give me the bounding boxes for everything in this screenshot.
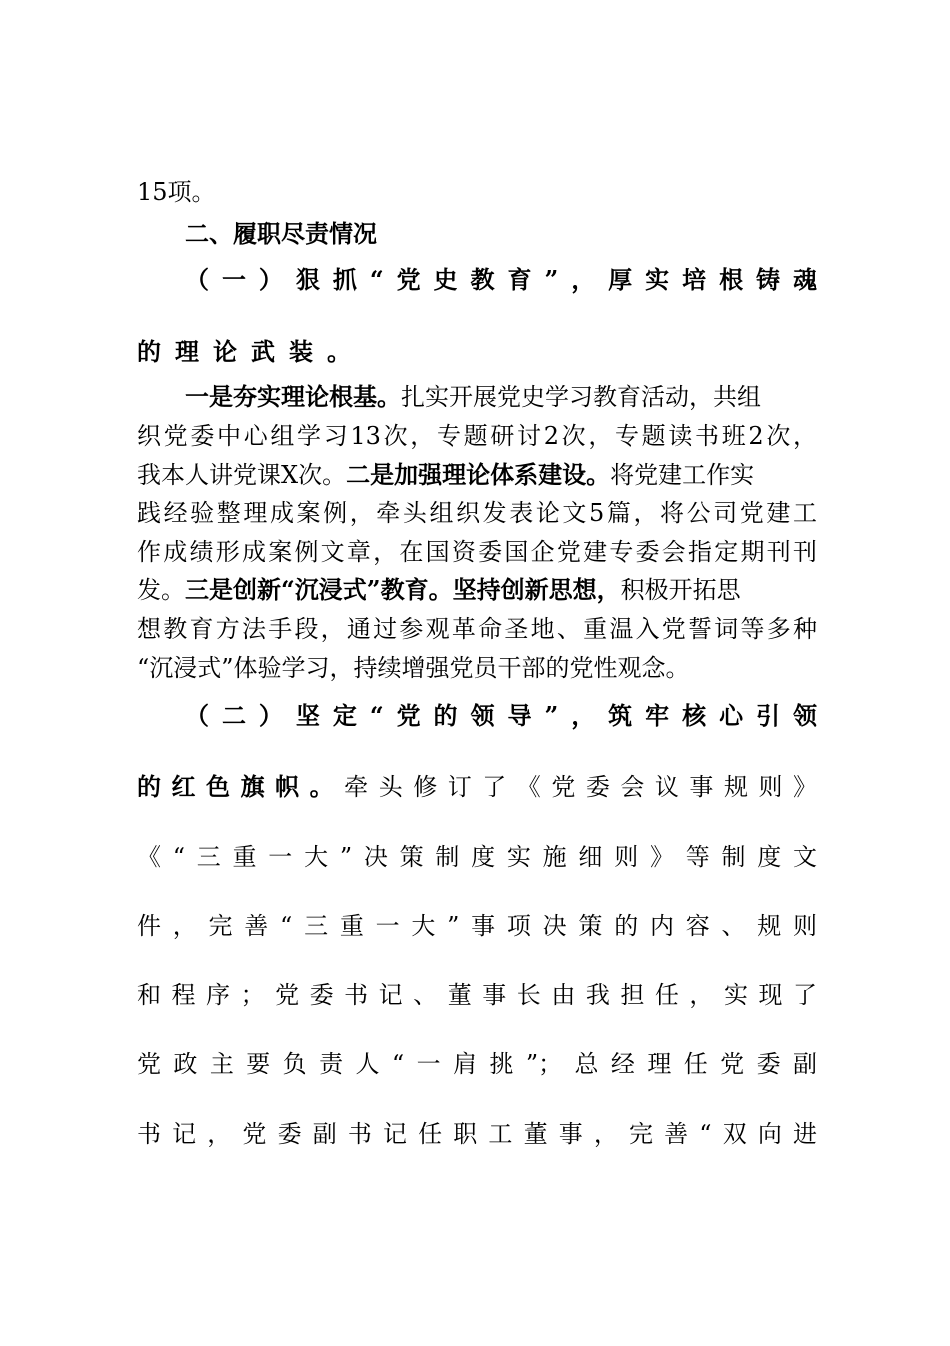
- bold-lead-3: 三是创新“沉浸式”教育。坚持创新思想，: [185, 575, 621, 604]
- paragraph-1-line-4: 践经验整理成案例，牵头组织发表论文5篇，将公司党建工: [137, 499, 817, 527]
- paragraph-1-text-6b: 积极开拓思: [620, 576, 741, 604]
- subheading-1-line-2: 的理论武装。: [137, 337, 365, 366]
- paragraph-2-line-6: 书记，党委副书记任职工董事，完善“双向进: [137, 1120, 817, 1148]
- bold-lead-1: 一是夯实理论根基。: [185, 382, 401, 411]
- paragraph-1-text-6a: 发。: [137, 576, 185, 604]
- paragraph-1-line-2: 织党委中心组学习13次，专题研讨2次，专题读书班2次，: [137, 422, 817, 450]
- paragraph-1-text-3b: 将党建工作实: [610, 461, 755, 489]
- subheading-2-line-2: 的红色旗帜。: [137, 772, 345, 801]
- paragraph-2-line-1: [137, 771, 817, 803]
- paragraph-1-line-7: 想教育方法手段，通过参观革命圣地、重温入党誓词等多种: [137, 615, 817, 643]
- paragraph-2-text-1: 牵头修订了《党委会议事规则》: [344, 773, 818, 801]
- text-line-1: 15项。: [137, 178, 216, 206]
- subheading-2-line-1: （二）坚定“党的领导”，筑牢核心引领: [185, 701, 817, 730]
- section-heading-2: 二、履职尽责情况: [185, 219, 377, 248]
- paragraph-1-text-3a: 我本人讲党课X次。: [137, 461, 347, 489]
- paragraph-1-line-1: [185, 381, 817, 413]
- paragraph-1-line-5: 作成绩形成案例文章，在国资委国企党建专委会指定期刊刊: [137, 538, 817, 566]
- bold-lead-2: 二是加强理论体系建设。: [346, 460, 611, 489]
- paragraph-1-text-1: 扎实开展党史学习教育活动，共组: [401, 383, 761, 411]
- paragraph-2-line-3: 件，完善“三重一大”事项决策的内容、规则: [137, 912, 817, 940]
- paragraph-2-line-4: 和程序；党委书记、董事长由我担任，实现了: [137, 981, 817, 1009]
- paragraph-1-line-3: [137, 459, 817, 491]
- subheading-1-line-1: （一）狠抓“党史教育”，厚实培根铸魂: [185, 265, 817, 294]
- paragraph-2-line-2: 《“三重一大”决策制度实施细则》等制度文: [137, 843, 817, 871]
- paragraph-2-line-5: 党政主要负责人“一肩挑”；总经理任党委副: [137, 1050, 817, 1078]
- paragraph-1-line-6: [137, 574, 817, 606]
- paragraph-1-line-8: “沉浸式”体验学习，持续增强党员干部的党性观念。: [137, 654, 690, 682]
